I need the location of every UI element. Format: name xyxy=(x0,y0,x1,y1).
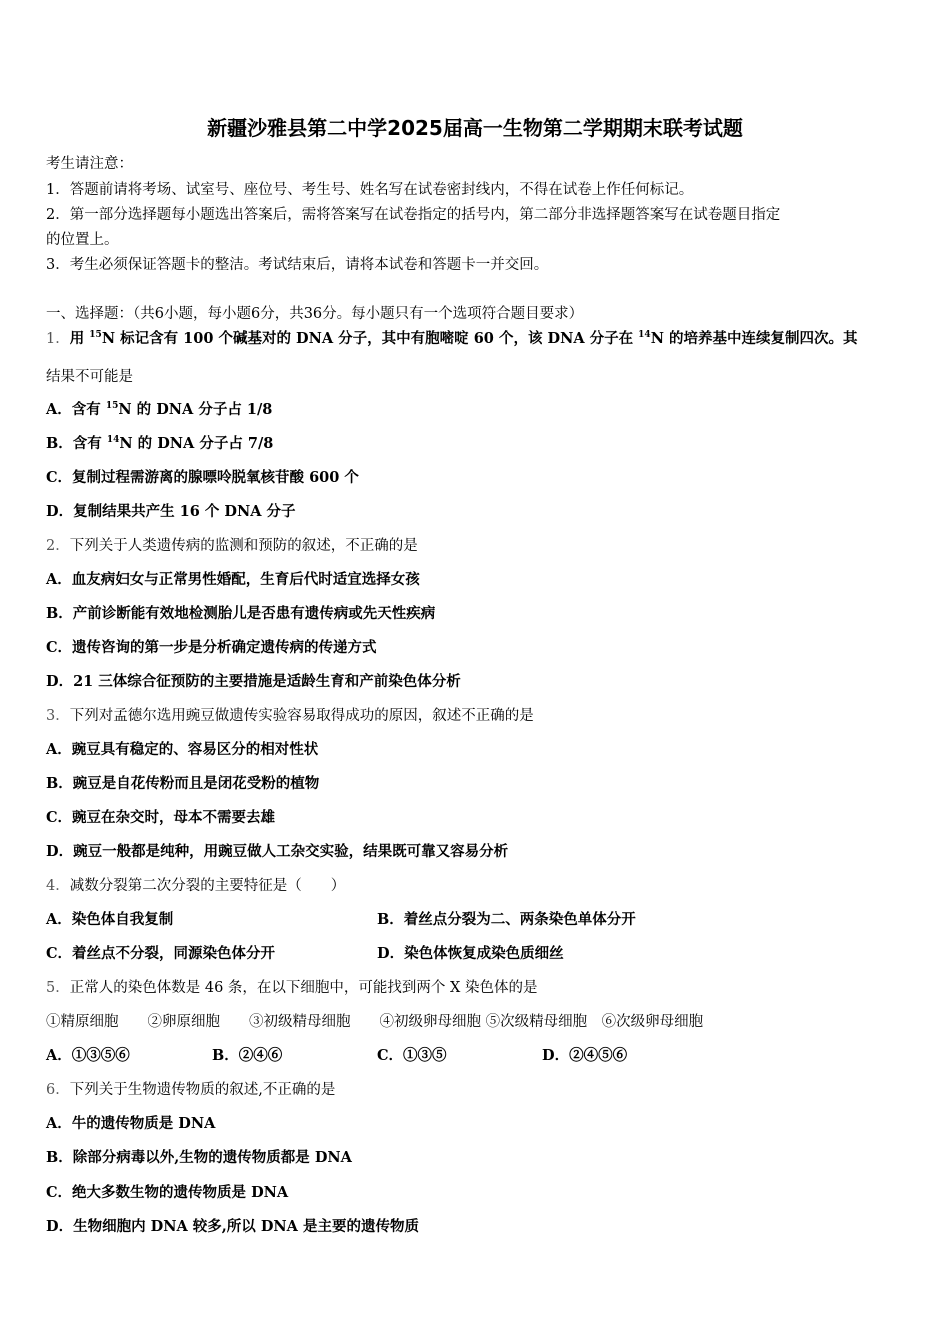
notice-heading: 考生请注意： xyxy=(46,156,133,172)
question-2-option-b[interactable]: B．产前诊断能有效地检测胎儿是否患有遗传病或先天性疾病 xyxy=(46,605,436,622)
question-2-option-a[interactable]: A．血友病妇女与正常男性婚配，生育后代时适宜选择女孩 xyxy=(46,571,420,588)
question-4-option-c[interactable]: C．着丝点不分裂，同源染色体分开 xyxy=(46,945,276,962)
section-heading: 一、选择题：（共6小题，每小题6分，共36分。每小题只有一个选项符合题目要求） xyxy=(46,306,584,322)
question-6-stem: 6．下列关于生物遗传物质的叙述,不正确的是 xyxy=(46,1082,336,1098)
question-6-option-d[interactable]: D．生物细胞内 DNA 较多,所以 DNA 是主要的遗传物质 xyxy=(46,1218,419,1235)
question-1-stem-cont: 结果不可能是 xyxy=(46,369,133,385)
notice-item: 2．第一部分选择题每小题选出答案后，需将答案写在试卷指定的括号内，第二部分非选择题答案写在试卷题目指定 xyxy=(46,207,781,223)
question-6-option-b[interactable]: B．除部分病毒以外,生物的遗传物质都是 DNA xyxy=(46,1149,352,1166)
question-4-option-b[interactable]: B．着丝点分裂为二、两条染色单体分开 xyxy=(377,911,636,928)
question-2-stem: 2．下列关于人类遗传病的监测和预防的叙述，不正确的是 xyxy=(46,538,418,554)
question-3-option-a[interactable]: A．豌豆具有稳定的、容易区分的相对性状 xyxy=(46,741,319,758)
question-1-option-b[interactable]: B．含有 $^{14}$N 的 DNA 分子占 7/8 xyxy=(46,435,274,452)
question-4-option-a[interactable]: A．染色体自我复制 xyxy=(46,911,174,928)
question-3-option-d[interactable]: D．豌豆一般都是纯种，用豌豆做人工杂交实验，结果既可靠又容易分析 xyxy=(46,843,509,860)
question-5-stem: 5．正常人的染色体数是 46 条，在以下细胞中，可能找到两个 X 染色体的是 xyxy=(46,980,538,996)
question-1-option-c[interactable]: C．复制过程需游离的腺嘌呤脱氧核苷酸 600 个 xyxy=(46,469,359,486)
question-number: 6． xyxy=(46,1082,70,1098)
question-5-cells: ①精原细胞 ②卵原细胞 ③初级精母细胞 ④初级卵母细胞 ⑤次级精母细胞 ⑥次级卵母细胞 xyxy=(46,1014,704,1030)
question-2-option-c[interactable]: C．遗传咨询的第一步是分析确定遗传病的传递方式 xyxy=(46,639,377,656)
question-4-option-d[interactable]: D．染色体恢复成染色质细丝 xyxy=(377,945,564,962)
question-3-option-b[interactable]: B．豌豆是自花传粉而且是闭花受粉的植物 xyxy=(46,775,320,792)
page-title: 新疆沙雅县第二中学2025届高一生物第二学期期末联考试题 xyxy=(207,116,743,140)
question-4-stem: 4．减数分裂第二次分裂的主要特征是（ ） xyxy=(46,878,346,894)
question-3-stem: 3．下列对孟德尔选用豌豆做遗传实验容易取得成功的原因，叙述不正确的是 xyxy=(46,708,534,724)
question-6-option-a[interactable]: A．牛的遗传物质是 DNA xyxy=(46,1115,216,1132)
question-5-option-a[interactable]: A．①③⑤⑥ xyxy=(46,1047,130,1064)
question-3-option-c[interactable]: C．豌豆在杂交时，母本不需要去雄 xyxy=(46,809,276,826)
question-number: 4． xyxy=(46,878,70,894)
question-1-option-d[interactable]: D．复制结果共产生 16 个 DNA 分子 xyxy=(46,503,296,520)
question-number: 3． xyxy=(46,708,70,724)
question-5-option-c[interactable]: C．①③⑤ xyxy=(377,1047,447,1064)
notice-item: 的位置上。 xyxy=(46,232,119,248)
notice-item: 1．答题前请将考场、试室号、座位号、考生号、姓名写在试卷密封线内，不得在试卷上作任何标记。 xyxy=(46,182,694,198)
question-number: 2． xyxy=(46,538,70,554)
question-5-option-d[interactable]: D．②④⑤⑥ xyxy=(542,1047,628,1064)
question-1-option-a[interactable]: A．含有 $^{15}$N 的 DNA 分子占 1/8 xyxy=(46,401,273,418)
question-6-option-c[interactable]: C．绝大多数生物的遗传物质是 DNA xyxy=(46,1184,289,1201)
question-number: 5． xyxy=(46,980,70,996)
question-2-option-d[interactable]: D．21 三体综合征预防的主要措施是适龄生育和产前染色体分析 xyxy=(46,673,461,690)
question-1-stem: 1．用 $^{15}$N 标记含有 100 个碱基对的 DNA 分子，其中有胞嘧啶 60 个，该 DNA 分子在 $^{14}$N 的培养基中连续复制四次。其 xyxy=(46,330,858,347)
notice-item: 3．考生必须保证答题卡的整洁。考试结束后，请将本试卷和答题卡一并交回。 xyxy=(46,257,549,273)
question-5-option-b[interactable]: B．②④⑥ xyxy=(212,1047,283,1064)
question-number: 1． xyxy=(46,331,70,347)
